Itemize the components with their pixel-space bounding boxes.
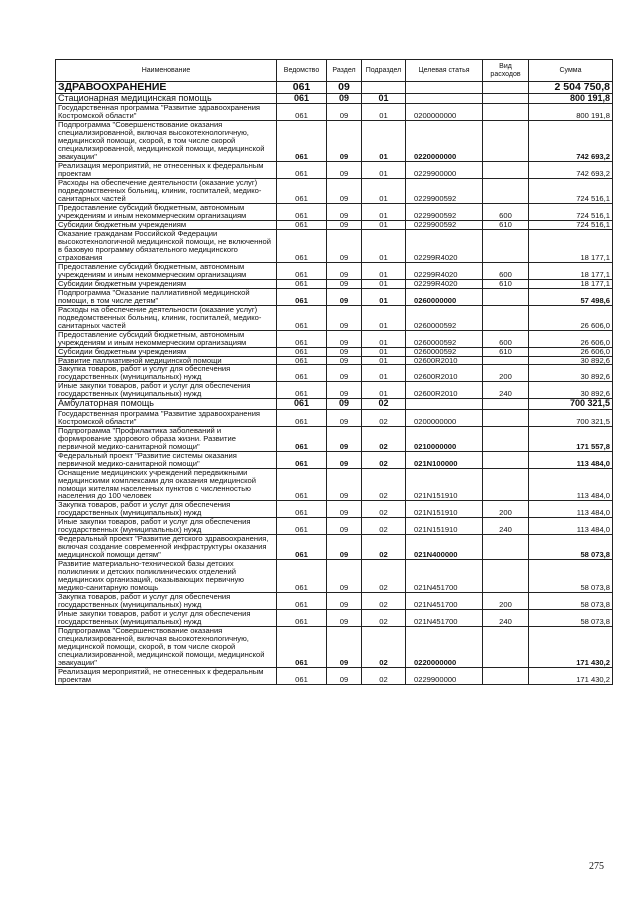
cell-dept: 061	[277, 409, 327, 426]
cell-target	[406, 94, 483, 104]
cell-sum: 30 892,6	[529, 356, 613, 365]
cell-name: Субсидии бюджетным учреждениям	[56, 221, 277, 230]
cell-target: 0229900000	[406, 667, 483, 684]
cell-dept: 061	[277, 365, 327, 382]
cell-subsection: 02	[362, 593, 406, 610]
cell-section: 09	[327, 518, 362, 535]
cell-expense-type: 610	[483, 279, 529, 288]
table-row	[56, 82, 613, 94]
cell-section: 09	[327, 501, 362, 518]
column-header-dept: Ведомство	[277, 60, 327, 82]
cell-sum: 113 484,0	[529, 468, 613, 501]
cell-subsection: 02	[362, 626, 406, 667]
cell-dept: 061	[277, 560, 327, 593]
cell-target: 021N100000	[406, 451, 483, 468]
cell-expense-type	[483, 409, 529, 426]
cell-dept: 061	[277, 104, 327, 121]
cell-dept: 061	[277, 610, 327, 627]
cell-section: 09	[327, 104, 362, 121]
cell-subsection: 01	[362, 330, 406, 347]
cell-dept: 061	[277, 162, 327, 179]
table-row	[56, 518, 613, 535]
table-row	[56, 221, 613, 230]
cell-section: 09	[327, 305, 362, 330]
cell-section: 09	[327, 229, 362, 262]
cell-expense-type	[483, 288, 529, 305]
cell-section: 09	[327, 399, 362, 409]
cell-dept: 061	[277, 179, 327, 204]
cell-dept: 061	[277, 535, 327, 560]
cell-section: 09	[327, 667, 362, 684]
cell-target: 02299R4020	[406, 229, 483, 262]
cell-sum: 58 073,8	[529, 593, 613, 610]
cell-section: 09	[327, 279, 362, 288]
cell-expense-type: 240	[483, 382, 529, 399]
cell-dept: 061	[277, 382, 327, 399]
cell-expense-type: 240	[483, 518, 529, 535]
table-row	[56, 399, 613, 409]
table-row	[56, 204, 613, 221]
cell-dept: 061	[277, 501, 327, 518]
cell-sum: 113 484,0	[529, 518, 613, 535]
cell-target: 0260000592	[406, 347, 483, 356]
cell-dept: 061	[277, 305, 327, 330]
cell-dept: 061	[277, 426, 327, 451]
cell-section: 09	[327, 535, 362, 560]
table-row	[56, 347, 613, 356]
cell-expense-type: 200	[483, 365, 529, 382]
cell-sum: 742 693,2	[529, 162, 613, 179]
cell-sum: 171 557,8	[529, 426, 613, 451]
cell-expense-type	[483, 229, 529, 262]
cell-dept: 061	[277, 468, 327, 501]
cell-sum: 58 073,8	[529, 535, 613, 560]
cell-section: 09	[327, 162, 362, 179]
cell-expense-type	[483, 305, 529, 330]
cell-subsection: 02	[362, 451, 406, 468]
cell-name: Предоставление субсидий бюджетным, автономным учреждениям и иным некоммерческим организациям	[56, 330, 277, 347]
cell-name: Государственная программа "Развитие здравоохранения Костромской области"	[56, 409, 277, 426]
cell-name: Расходы на обеспечение деятельности (оказание услуг) подведомственных больниц, клиник, госпиталей, медико-санитарных частей	[56, 305, 277, 330]
cell-target	[406, 399, 483, 409]
table-row	[56, 667, 613, 684]
cell-sum: 58 073,8	[529, 560, 613, 593]
cell-subsection: 02	[362, 409, 406, 426]
cell-expense-type	[483, 104, 529, 121]
cell-subsection	[362, 82, 406, 94]
cell-subsection: 02	[362, 518, 406, 535]
cell-sum: 171 430,2	[529, 626, 613, 667]
cell-target: 0260000000	[406, 288, 483, 305]
cell-subsection: 02	[362, 667, 406, 684]
cell-name: Субсидии бюджетным учреждениям	[56, 279, 277, 288]
cell-expense-type	[483, 626, 529, 667]
cell-target: 0229900592	[406, 204, 483, 221]
cell-expense-type	[483, 162, 529, 179]
cell-expense-type	[483, 82, 529, 94]
cell-subsection: 01	[362, 262, 406, 279]
cell-section: 09	[327, 82, 362, 94]
cell-sum: 113 484,0	[529, 451, 613, 468]
table-row	[56, 426, 613, 451]
cell-section: 09	[327, 468, 362, 501]
cell-section: 09	[327, 365, 362, 382]
cell-name: Федеральный проект "Развитие системы оказания первичной медико-санитарной помощи"	[56, 451, 277, 468]
cell-sum: 57 498,6	[529, 288, 613, 305]
cell-subsection: 01	[362, 221, 406, 230]
cell-subsection: 01	[362, 121, 406, 162]
table-row	[56, 229, 613, 262]
cell-dept: 061	[277, 82, 327, 94]
cell-target: 02299R4020	[406, 262, 483, 279]
cell-sum: 113 484,0	[529, 501, 613, 518]
cell-target: 021N151910	[406, 518, 483, 535]
cell-name: Закупка товаров, работ и услуг для обеспечения государственных (муниципальных) нужд	[56, 365, 277, 382]
column-header-target: Целевая статья	[406, 60, 483, 82]
cell-name: Предоставление субсидий бюджетным, автономным учреждениям и иным некоммерческим организациям	[56, 262, 277, 279]
cell-name: Государственная программа "Развитие здравоохранения Костромской области"	[56, 104, 277, 121]
cell-subsection: 02	[362, 501, 406, 518]
cell-subsection: 02	[362, 426, 406, 451]
cell-target: 02600R2010	[406, 382, 483, 399]
cell-target: 0260000592	[406, 305, 483, 330]
cell-section: 09	[327, 451, 362, 468]
table-row	[56, 94, 613, 104]
cell-subsection: 01	[362, 179, 406, 204]
column-header-section: Раздел	[327, 60, 362, 82]
cell-dept: 061	[277, 204, 327, 221]
cell-section: 09	[327, 610, 362, 627]
cell-expense-type: 200	[483, 501, 529, 518]
cell-subsection: 01	[362, 204, 406, 221]
cell-expense-type	[483, 356, 529, 365]
cell-dept: 061	[277, 94, 327, 104]
cell-subsection: 02	[362, 610, 406, 627]
cell-section: 09	[327, 262, 362, 279]
cell-dept: 061	[277, 262, 327, 279]
cell-target: 0220000000	[406, 121, 483, 162]
cell-subsection: 02	[362, 535, 406, 560]
cell-name: Иные закупки товаров, работ и услуг для обеспечения государственных (муниципальных) нужд	[56, 518, 277, 535]
cell-sum: 18 177,1	[529, 262, 613, 279]
cell-name: Федеральный проект "Развитие детского здравоохранения, включая создание современной инфраструктуры оказания медицинской помощи детям"	[56, 535, 277, 560]
cell-sum: 26 606,0	[529, 330, 613, 347]
cell-name: Подпрограмма "Совершенствование оказания специализированной, включая высокотехнологичную, медицинской помощи, скорой, в том числе скорой специализированной, медицинской помощи, медицинской эвакуации"	[56, 626, 277, 667]
cell-sum: 18 177,1	[529, 279, 613, 288]
cell-subsection: 01	[362, 288, 406, 305]
cell-name: Субсидии бюджетным учреждениям	[56, 347, 277, 356]
cell-target: 0229900592	[406, 179, 483, 204]
cell-dept: 061	[277, 279, 327, 288]
cell-subsection: 01	[362, 94, 406, 104]
cell-target: 021N451700	[406, 560, 483, 593]
cell-dept: 061	[277, 626, 327, 667]
cell-name: Предоставление субсидий бюджетным, автономным учреждениям и иным некоммерческим организациям	[56, 204, 277, 221]
cell-sum: 724 516,1	[529, 204, 613, 221]
cell-subsection: 01	[362, 162, 406, 179]
table-row	[56, 409, 613, 426]
cell-name: Реализация мероприятий, не отнесенных к федеральным проектам	[56, 667, 277, 684]
cell-name: Стационарная медицинская помощь	[56, 94, 277, 104]
cell-section: 09	[327, 204, 362, 221]
cell-expense-type: 600	[483, 262, 529, 279]
cell-target: 0229900592	[406, 221, 483, 230]
cell-section: 09	[327, 409, 362, 426]
cell-section: 09	[327, 330, 362, 347]
cell-name: Оснащение медицинских учреждений передвижными медицинскими комплексами для оказания медицинской помощи жителям населенных пунктов с численностью населения до 100 человек	[56, 468, 277, 501]
cell-subsection: 01	[362, 305, 406, 330]
cell-expense-type	[483, 179, 529, 204]
table-row	[56, 162, 613, 179]
table-row	[56, 501, 613, 518]
cell-sum: 700 321,5	[529, 409, 613, 426]
cell-target: 02600R2010	[406, 356, 483, 365]
cell-target	[406, 82, 483, 94]
table-row	[56, 330, 613, 347]
cell-name: Подпрограмма "Совершенствование оказания специализированной, включая высокотехнологичную, медицинской помощи, скорой, в том числе скорой специализированной, медицинской помощи, медицинской эвакуации"	[56, 121, 277, 162]
cell-target: 0210000000	[406, 426, 483, 451]
cell-sum: 724 516,1	[529, 179, 613, 204]
cell-subsection: 01	[362, 365, 406, 382]
cell-expense-type	[483, 667, 529, 684]
cell-subsection: 01	[362, 356, 406, 365]
cell-section: 09	[327, 356, 362, 365]
cell-expense-type: 600	[483, 330, 529, 347]
table-row	[56, 262, 613, 279]
cell-name: Оказание гражданам Российской Федерации высокотехнологичной медицинской помощи, не включенной в базовую программу обязательного медицинского страхования	[56, 229, 277, 262]
cell-target: 0260000592	[406, 330, 483, 347]
cell-section: 09	[327, 94, 362, 104]
cell-name: Иные закупки товаров, работ и услуг для обеспечения государственных (муниципальных) нужд	[56, 610, 277, 627]
cell-sum: 26 606,0	[529, 347, 613, 356]
cell-target: 021N400000	[406, 535, 483, 560]
cell-target: 021N451700	[406, 610, 483, 627]
cell-sum: 2 504 750,8	[529, 82, 613, 94]
column-header-expense-type: Вид расходов	[483, 60, 529, 82]
cell-sum: 30 892,6	[529, 365, 613, 382]
cell-dept: 061	[277, 518, 327, 535]
cell-section: 09	[327, 347, 362, 356]
cell-subsection: 01	[362, 279, 406, 288]
cell-subsection: 01	[362, 347, 406, 356]
cell-name: Закупка товаров, работ и услуг для обеспечения государственных (муниципальных) нужд	[56, 593, 277, 610]
cell-name: Расходы на обеспечение деятельности (оказание услуг) подведомственных больниц, клиник, госпиталей, медико-санитарных частей	[56, 179, 277, 204]
cell-section: 09	[327, 593, 362, 610]
table-row	[56, 382, 613, 399]
budget-table	[55, 59, 613, 685]
cell-target: 0200000000	[406, 409, 483, 426]
cell-expense-type	[483, 451, 529, 468]
cell-expense-type: 610	[483, 221, 529, 230]
table-row	[56, 451, 613, 468]
table-row	[56, 560, 613, 593]
cell-name: Иные закупки товаров, работ и услуг для обеспечения государственных (муниципальных) нужд	[56, 382, 277, 399]
cell-dept: 061	[277, 221, 327, 230]
cell-target: 02299R4020	[406, 279, 483, 288]
cell-expense-type: 240	[483, 610, 529, 627]
cell-dept: 061	[277, 399, 327, 409]
cell-sum: 18 177,1	[529, 229, 613, 262]
cell-subsection: 02	[362, 468, 406, 501]
cell-sum: 724 516,1	[529, 221, 613, 230]
cell-dept: 061	[277, 347, 327, 356]
cell-expense-type: 610	[483, 347, 529, 356]
table-row	[56, 288, 613, 305]
cell-target: 02600R2010	[406, 365, 483, 382]
cell-dept: 061	[277, 667, 327, 684]
cell-name: Амбулаторная помощь	[56, 399, 277, 409]
cell-name: Реализация мероприятий, не отнесенных к федеральным проектам	[56, 162, 277, 179]
cell-target: 0200000000	[406, 104, 483, 121]
cell-target: 021N151910	[406, 468, 483, 501]
cell-section: 09	[327, 221, 362, 230]
page-number: 275	[589, 861, 604, 872]
cell-dept: 061	[277, 330, 327, 347]
cell-expense-type	[483, 426, 529, 451]
cell-expense-type	[483, 560, 529, 593]
cell-expense-type: 600	[483, 204, 529, 221]
cell-sum: 700 321,5	[529, 399, 613, 409]
cell-target: 0229900000	[406, 162, 483, 179]
cell-expense-type: 200	[483, 593, 529, 610]
cell-dept: 061	[277, 593, 327, 610]
table-body	[56, 82, 613, 685]
table-row	[56, 535, 613, 560]
cell-section: 09	[327, 626, 362, 667]
cell-subsection: 01	[362, 382, 406, 399]
cell-expense-type	[483, 399, 529, 409]
cell-expense-type	[483, 121, 529, 162]
cell-subsection: 02	[362, 399, 406, 409]
cell-dept: 061	[277, 288, 327, 305]
cell-target: 021N151910	[406, 501, 483, 518]
cell-name: Закупка товаров, работ и услуг для обеспечения государственных (муниципальных) нужд	[56, 501, 277, 518]
cell-expense-type	[483, 535, 529, 560]
cell-name: Подпрограмма "Оказание паллиативной медицинской помощи, в том числе детям"	[56, 288, 277, 305]
cell-dept: 061	[277, 451, 327, 468]
cell-section: 09	[327, 382, 362, 399]
table-row	[56, 121, 613, 162]
table-row	[56, 179, 613, 204]
table-row	[56, 305, 613, 330]
column-header-subsection: Подраздел	[362, 60, 406, 82]
table-row	[56, 279, 613, 288]
cell-subsection: 01	[362, 229, 406, 262]
cell-sum: 800 191,8	[529, 104, 613, 121]
table-row	[56, 365, 613, 382]
cell-name: ЗДРАВООХРАНЕНИЕ	[56, 82, 277, 94]
cell-section: 09	[327, 121, 362, 162]
cell-name: Подпрограмма "Профилактика заболеваний и формирование здорового образа жизни. Развитие первичной медико-санитарной помощи"	[56, 426, 277, 451]
cell-expense-type	[483, 94, 529, 104]
cell-sum: 58 073,8	[529, 610, 613, 627]
cell-section: 09	[327, 560, 362, 593]
table-header-row	[56, 60, 613, 82]
cell-subsection: 01	[362, 104, 406, 121]
cell-expense-type	[483, 468, 529, 501]
cell-sum: 742 693,2	[529, 121, 613, 162]
cell-sum: 171 430,2	[529, 667, 613, 684]
table-row	[56, 356, 613, 365]
table-row	[56, 610, 613, 627]
cell-section: 09	[327, 179, 362, 204]
cell-target: 0220000000	[406, 626, 483, 667]
column-header-name: Наименование	[56, 60, 277, 82]
table-row	[56, 593, 613, 610]
cell-name: Развитие паллиативной медицинской помощи	[56, 356, 277, 365]
cell-section: 09	[327, 426, 362, 451]
cell-sum: 30 892,6	[529, 382, 613, 399]
cell-sum: 800 191,8	[529, 94, 613, 104]
cell-subsection: 02	[362, 560, 406, 593]
table-row	[56, 104, 613, 121]
cell-target: 021N451700	[406, 593, 483, 610]
table-row	[56, 626, 613, 667]
cell-dept: 061	[277, 229, 327, 262]
cell-name: Развитие материально-технической базы детских поликлиник и детских поликлинических отделений медицинских организаций, оказывающих первичную медико-санитарную помощь	[56, 560, 277, 593]
table-row	[56, 468, 613, 501]
column-header-sum: Сумма	[529, 60, 613, 82]
cell-dept: 061	[277, 121, 327, 162]
cell-dept: 061	[277, 356, 327, 365]
cell-sum: 26 606,0	[529, 305, 613, 330]
cell-section: 09	[327, 288, 362, 305]
